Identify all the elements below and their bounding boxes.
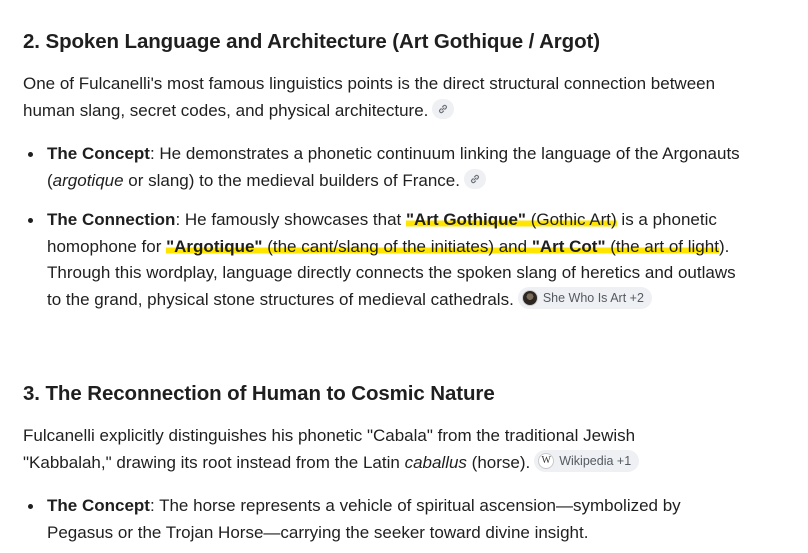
section3-intro-text: (horse). [466,452,531,472]
bullet-italic: argotique [52,170,124,190]
bullet-text: ). Through this wordplay, language directly connects the spoken slang of heretics and outlaws to the grand, physical stone structures of medieval cathedrals. [47,236,736,309]
highlight-text: (the cant/slang of the initiates) and [262,236,532,256]
bullet-term: The Connection [47,210,176,229]
source-chip-label: She Who Is Art +2 [542,290,644,305]
wikipedia-icon: W [538,453,554,469]
bullet-text: is a phonetic homophone for [47,210,717,256]
bullet-text: or slang) to the medieval builders of France. [123,170,460,190]
section3-intro-italic: caballus [404,452,467,472]
list-item-connection [23,207,743,313]
section2-intro [23,71,763,124]
highlight-argotique [166,237,719,256]
bullet-text: : The horse represents a vehicle of spiritual ascension—symbolized by Pegasus or the Trojan Horse—carrying the seeker toward divine insight. [47,496,681,542]
source-chip-she-who-is-art[interactable] [518,287,652,309]
section3-bullet-list [23,493,743,546]
source-chip-label: Wikipedia +1 [559,453,632,468]
bullet-text: : He demonstrates a phonetic continuum linking the language of the Argonauts ( [47,144,740,190]
highlight-bold: "Art Gothique" [406,210,526,229]
source-link-chip[interactable] [464,169,486,189]
section3-intro [23,423,723,476]
bullet-term: The Concept [47,144,150,163]
highlight-bold: "Argotique" [166,236,263,256]
highlight-art-gothique [406,210,617,229]
highlight-text: (Gothic Art) [526,210,617,229]
section3-intro-text: Fulcanelli explicitly distinguishes his phonetic "Cabala" from the traditional Jewish "Kabbalah," drawing its root instead from the Latin [23,426,636,472]
bullet-term: The Concept [47,496,150,515]
list-item-concept [23,493,743,546]
source-chip-wikipedia[interactable] [534,450,639,472]
section2-intro-text: One of Fulcanelli's most famous linguistics points is the direct structural connection between human slang, secret codes, and physical architecture. [23,74,716,120]
avatar-icon [522,290,538,306]
section-heading-reconnection: 3. The Reconnection of Human to Cosmic Nature [23,382,495,405]
list-item-concept [23,141,743,194]
source-link-chip[interactable] [432,99,454,119]
link-icon [469,173,481,185]
bullet-text: : He famously showcases that [175,210,406,229]
highlight-text: (the art of light [605,236,719,256]
link-icon [437,103,449,115]
highlight-bold: "Art Cot" [531,236,606,256]
section2-bullet-list [23,141,743,313]
section-heading-spoken-language: 2. Spoken Language and Architecture (Art Gothique / Argot) [23,30,600,53]
